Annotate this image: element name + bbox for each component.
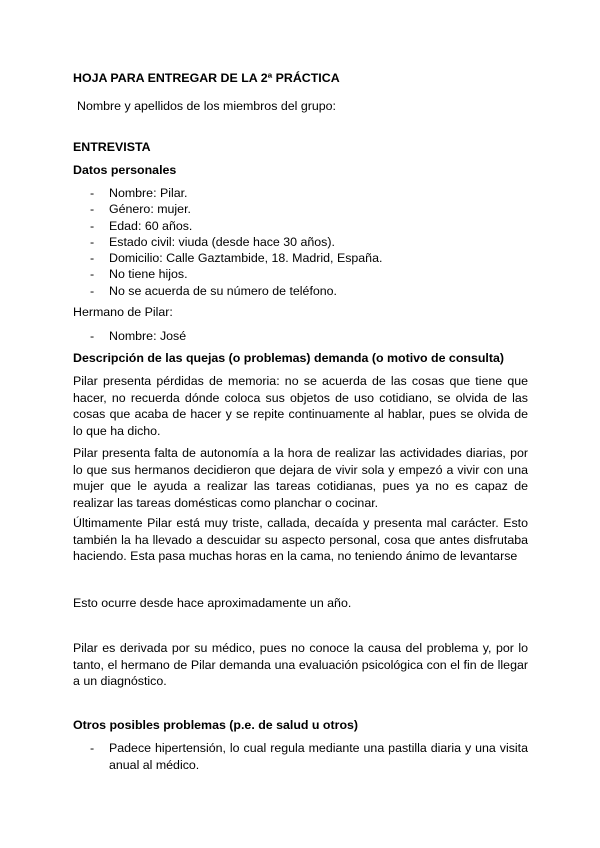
other-problems-list bbox=[73, 740, 528, 773]
list-item: - Nombre: José bbox=[90, 329, 187, 343]
list-item: - Edad: 60 años. bbox=[90, 218, 193, 233]
bullet-dash: - bbox=[90, 251, 95, 266]
paragraph-autonomy: Pilar presenta falta de autonomía a la hora de realizar las actividades diarias, por lo que sus hermanos decidieron que dejara de vivir sola y empezó a vivir con una mujer que le ayuda a realizar las tareas cotidianas, pues ya no es capaz de realizar las tareas domésticas como planchar o cocinar. bbox=[73, 446, 528, 510]
document-title: HOJA PARA ENTREGAR DE LA 2ª PRÁCTICA bbox=[73, 71, 340, 85]
bullet-dash: - bbox=[90, 218, 95, 233]
paragraph-mood: Últimamente Pilar está muy triste, callada, decaída y presenta mal carácter. Esto también la ha llevado a descuidar su aspecto personal, cosa que antes disfrutaba haciendo. Esta pasa muchas horas en la cama, no teniendo ánimo de levantarse bbox=[73, 516, 528, 564]
list-item: - Estado civil: viuda (desde hace 30 años). bbox=[90, 234, 335, 249]
list-item: - No tiene hijos. bbox=[90, 267, 188, 282]
paragraph-duration: Esto ocurre desde hace aproximadamente un año. bbox=[73, 596, 352, 610]
members-label: Nombre y apellidos de los miembros del grupo: bbox=[77, 99, 336, 113]
brother-label: Hermano de Pilar: bbox=[73, 305, 173, 319]
section-heading-personal-data: Datos personales bbox=[73, 163, 177, 177]
list-item: - Padece hipertensión, lo cual regula mediante una pastilla diaria y una visita anual al médico. bbox=[90, 741, 528, 772]
bullet-dash: - bbox=[90, 267, 95, 282]
section-heading-other-problems: Otros posibles problemas (p.e. de salud u otros) bbox=[73, 718, 359, 732]
bullet-dash: - bbox=[90, 234, 95, 249]
bullet-dash: - bbox=[90, 741, 95, 755]
bullet-dash: - bbox=[90, 329, 95, 343]
paragraph-referral: Pilar es derivada por su médico, pues no conoce la causa del problema y, por lo tanto, el hermano de Pilar demanda una evaluación psicológica con el fin de llegar a un diagnóstico. bbox=[73, 641, 528, 689]
paragraph-memory: Pilar presenta pérdidas de memoria: no se acuerda de las cosas que tiene que hacer, no recuerda dónde coloca sus objetos de uso cotidiano, se olvida de las cosas que acaba de hacer y se repite continuamente al hablar, pues se olvida de lo que ha dicho. bbox=[73, 374, 528, 438]
list-item: - Domicilio: Calle Gaztambide, 18. Madrid, España. bbox=[90, 251, 383, 266]
brother-data-list bbox=[73, 328, 528, 344]
list-item: - Género: mujer. bbox=[90, 202, 191, 217]
personal-data-list bbox=[73, 185, 528, 299]
bullet-dash: - bbox=[90, 283, 95, 298]
list-item: - Nombre: Pilar. bbox=[90, 186, 188, 200]
bullet-dash: - bbox=[90, 186, 95, 200]
section-heading-entrevista: ENTREVISTA bbox=[73, 140, 151, 154]
bullet-dash: - bbox=[90, 202, 95, 217]
section-heading-complaints: Descripción de las quejas (o problemas) demanda (o motivo de consulta) bbox=[73, 351, 505, 365]
list-item: - No se acuerda de su número de teléfono. bbox=[90, 283, 337, 298]
